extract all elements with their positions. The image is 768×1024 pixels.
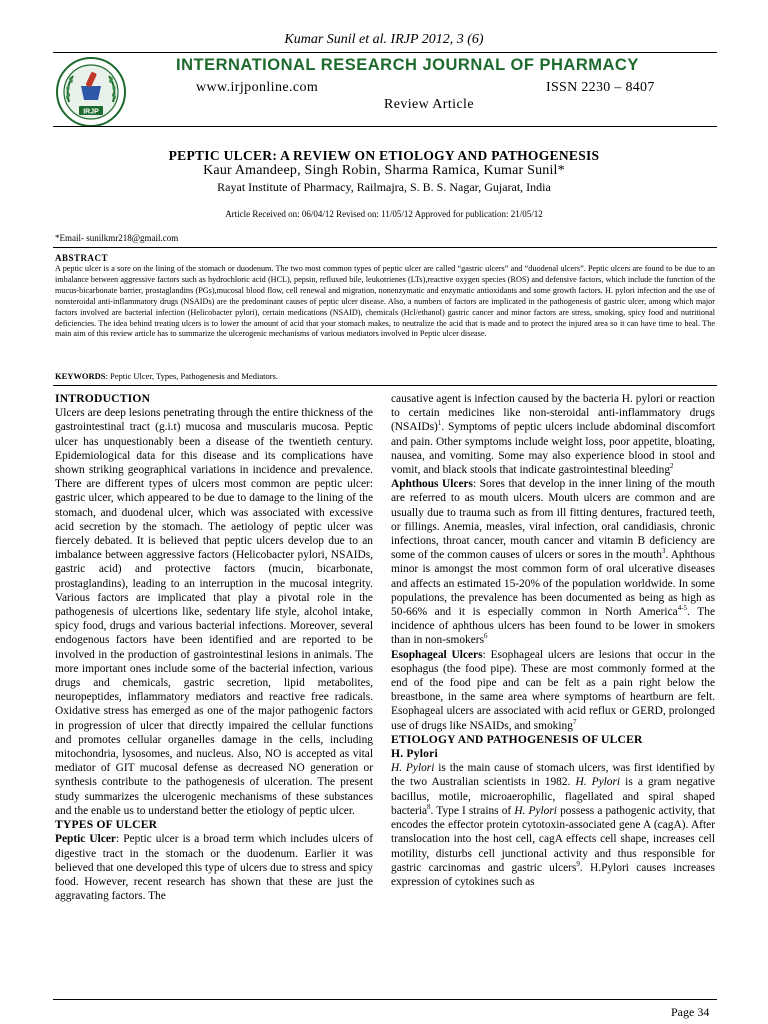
paper-authors: Kaur Amandeep, Singh Robin, Sharma Ramica, Kumar Sunil*: [203, 163, 565, 178]
issn: ISSN 2230 – 8407: [546, 80, 655, 95]
esophageal-paragraph: [391, 648, 715, 733]
hpylori-text-3: . Type I strains of: [430, 804, 515, 817]
symptoms-text-b: . Symptoms of peptic ulcers include abdominal discomfort and pain. Other symptoms include weight loss, poor appetite, bloating, nausea, and vomiting. Some may also experience blood in stool and vomit, and black stools that indicate gastrointestinal bleeding: [391, 421, 715, 477]
hpylori-text-4: possess a pathogenic activity, that encodes the effector protein cytotoxin-associated gene A (cagA). After translocation into the host cell, cagA effects cell shape, increases cell motility, disturbs cell junctional activity and thus responsible for gastric carcinomas and gastric ulcers: [391, 804, 716, 874]
keywords: [55, 371, 278, 381]
hpylori-heading: H. Pylori: [391, 747, 438, 761]
hpylori-text-1: is the main cause of stomach ulcers, was first identified by the two Australian scientists in 1982.: [391, 762, 715, 789]
abstract-text: A peptic ulcer is a sore on the lining of the stomach or duodenum. The two most common types of peptic ulcer are called “gastric ulcers” and “duodenal ulcers”. Peptic ulcers are found to be due to an imbalance between aggressive factors such as hydrochloric acid (HCL), pepsin, refluxed bile, leukotrienes (LTs),reactive oxygen species (ROS) and defensive factors, which include the function of the mucus-bicarbonate barrier, prostaglandins (PGs),mucosal blood flow, cell renewal and migration, nonenzymatic and enzymatic antioxidants and some growth factors. H. pylori infection and the use of nonsteroidal anti-inflammatory drugs (NSAIDs) are the predominant causes of peptic ulcer disease. Also, a numbers of factors are implicated in the pathogenesis of gastric ulcer, among which major factors involved are bacterial infection (Helicobacter pylori), certain medications (NSAID), chemicals (Hcl/ethanol) gastric cancer and minor factors are stress, smoking, spicy food and nutritional deficiencies. The idea behind treating ulcers is to lower the amount of acid that your stomach makes, to neutralize the acid that is made and to protect the injured area so it can have time to heal. The main aim of this review article has to summarize the ulcerogenic mechanisms of various mediators involved in Peptic ulcer disease.: [55, 264, 715, 339]
journal-website[interactable]: www.irjponline.com: [196, 80, 319, 95]
paper-affiliation: Rayat Institute of Pharmacy, Railmajra, S. B. S. Nagar, Gujarat, India: [217, 180, 551, 194]
symptoms-text-a: causative agent is infection caused by the bacteria H. pylori or reaction to certain medicines like non-steroidal anti-inflammatory drugs (NSAIDs): [391, 393, 715, 434]
esophageal-text: : Esophageal ulcers are lesions that occur in the esophagus (the food pipe). These are most commonly formed at the end of the food pipe and can be felt as a pain right below the breastbone, in the same area where symptoms of heartburn are felt. Esophageal ulcers are associated with acid reflux or GERD, prolonged use of drugs like NSAIDs, and smoking: [391, 648, 715, 732]
hpylori-italic: H. Pylori: [514, 804, 557, 817]
intro-heading: INTRODUCTION: [55, 392, 151, 405]
header-rule-bottom: [53, 126, 717, 127]
citation-ref: 7: [572, 717, 577, 726]
hpylori-italic: H. Pylori: [391, 762, 435, 775]
keywords-label: KEYWORDS: [55, 371, 106, 381]
keywords-text: : Peptic Ulcer, Types, Pathogenesis and Mediators.: [105, 371, 278, 381]
aphthous-paragraph: [391, 477, 715, 647]
footer-rule: [53, 999, 717, 1000]
page-number: Page 34: [671, 1005, 710, 1019]
corresponding-email[interactable]: *Email- sunilkmr218@gmail.com: [55, 233, 179, 243]
aphthous-label: Aphthous Ulcers: [391, 478, 473, 491]
right-column: [391, 392, 715, 889]
intro-paragraph: Ulcers are deep lesions penetrating through the entire thickness of the gastrointestinal tract (g.i.t) mucosa and muscularis mucosa. Peptic ulcer has unquestionably been a disease of the twentieth century. Epidemiological data for this disease and its complications have shown striking geographical variations in incidence and prevalence. There are different types of ulcers most common are peptic ulcer: gastric ulcer, which appeared to be due to damage to the lining of the stomach, and duodenal ulcer, which was associated with excessive acid secretion by the stomach. The aetiology of peptic ulcer was fiercely debated. It is believed that peptic ulcers develop due to an imbalance between aggressive factors (Helicobacter pylori, NSAIDs, gastric acid) and protective factors (mucin, bicarbonate, prostaglandins), leading to an interruption in the mucosal integrity. Various factors are implicated that play a pivotal role in the pathogenesis of ulcertions like, sedentary life style, alcohol intake, spicy food, drugs and various bacterial infections. Moreover, several endogenous factors have been identified and are reported to be involved in the production of gastrointestinal lesions in animals. The more important ones include some of the bacterial infection, various drugs and chemicals, gastric secretion, lipid metabolites, neuropeptides, inflammatory mediators and reactive free radicals. Oxidative stress has emerged as one of the major pathogenic factors in progression of ulcer that directly impaired the cellular functions and promotes cellular organelles damage in the cells, including mitochondria, lysosomes, and nucleus. Also, NO is accepted as vital mediator of GIT mucosal defense as decreased NO generation or synthesis contribute to the pathogenesis of ulceration. The present study summarizes the ulcerogenic mechanisms of these substances and the enable us to understand better the etiology of peptic ulcer.: [55, 407, 373, 817]
peptic-label: Peptic Ulcer: [55, 833, 116, 846]
peptic-text: : Peptic ulcer is a broad term which includes ulcers of digestive tract in the stomach or the duodenum. Earlier it was believed that one developed this type of ulcers due to stress and spicy food. However, recent research has shown that these are just the aggravating factors. The: [55, 833, 373, 903]
citation-ref: 6: [484, 632, 488, 641]
journal-seal-icon: [55, 56, 127, 128]
article-type: Review Article: [384, 97, 474, 112]
hpylori-text-5: . H.Pylori causes increases expression of cytokines such as: [391, 861, 715, 888]
aphthous-text-a: : Sores that develop in the inner lining of the mouth are referred to as mouth ulcers. Mouth ulcers are common and are usually due to trauma such as from ill fitting dentures, fractured teeth, or fillings. Anemia, measles, viral infection, oral candidiasis, chronic infections, throat cancer, mouth cancer and vitamin B deficiency are some of the common causes of ulcers or sores in the mouth: [391, 478, 715, 562]
esophageal-label: Esophageal Ulcers: [391, 648, 483, 661]
citation-ref: 1: [437, 419, 442, 428]
abstract-heading: ABSTRACT: [55, 253, 109, 263]
article-dates: Article Received on: 06/04/12 Revised on: 11/05/12 Approved for publication: 21/05/12: [225, 209, 543, 219]
aphthous-text-c: . The incidence of aphthous ulcers has been found to be lower in smokers than in non-smokers: [391, 606, 716, 647]
citation-ref: 2: [670, 462, 674, 471]
types-heading: TYPES OF ULCER: [55, 818, 158, 832]
citation-ref: 9: [576, 859, 580, 868]
journal-title: INTERNATIONAL RESEARCH JOURNAL OF PHARMACY: [176, 56, 639, 74]
symptoms-paragraph: [391, 392, 715, 477]
header-rule-top: [53, 52, 717, 53]
hpylori-italic: H. Pylori: [575, 776, 621, 789]
hpylori-paragraph: [391, 761, 715, 889]
logo-text: IRJP: [83, 108, 99, 116]
citation-ref: 4-5: [677, 604, 688, 613]
etiology-heading: ETIOLOGY AND PATHOGENESIS OF ULCER: [391, 732, 643, 746]
abstract-rule-bottom: [53, 385, 717, 386]
hpylori-text-2: is a gram negative bacillus, motile, microaerophilic, flagellated and spiral shaped bacteria: [391, 776, 715, 817]
citation-ref: 8: [427, 803, 431, 812]
citation-ref: 3: [662, 547, 666, 556]
paper-title: PEPTIC ULCER: A REVIEW ON ETIOLOGY AND PATHOGENESIS: [168, 148, 600, 163]
left-column: [55, 392, 373, 903]
aphthous-text-b: . Aphthous minor is amongst the most common form of oral ulcerative diseases and affects an estimated 15-20% of the population worldwide. In some populations, the prevalence has been documented as being as high as 50-66% and it is especially common in North America: [391, 549, 715, 619]
peptic-paragraph: [55, 832, 373, 903]
abstract-rule-top: [53, 247, 717, 248]
running-head: Kumar Sunil et al. IRJP 2012, 3 (6): [284, 32, 484, 47]
